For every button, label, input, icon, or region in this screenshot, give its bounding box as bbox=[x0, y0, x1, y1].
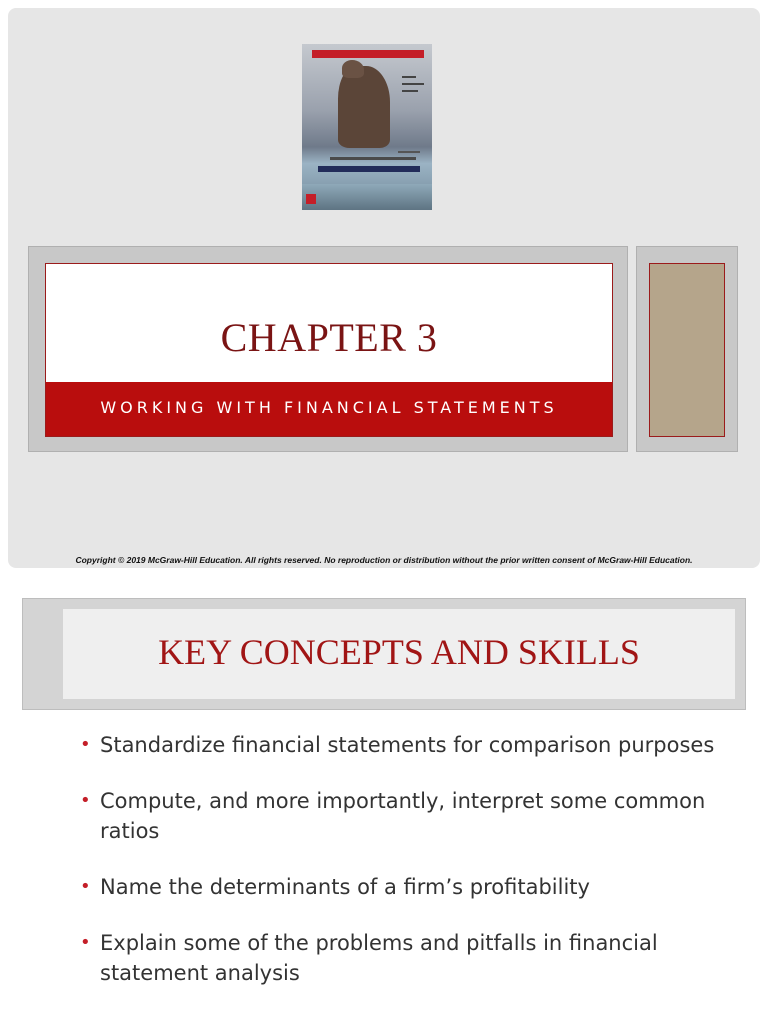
cover-edition-line bbox=[398, 151, 420, 153]
chapter-title-panel bbox=[45, 263, 613, 437]
bullet-icon: • bbox=[80, 876, 91, 897]
slide-header-frame bbox=[22, 598, 746, 710]
bullet-icon: • bbox=[80, 932, 91, 953]
key-concepts-slide bbox=[0, 580, 768, 1024]
title-slide bbox=[8, 8, 760, 568]
cover-title-line2 bbox=[318, 166, 420, 172]
bullet-item bbox=[80, 730, 740, 760]
cover-title-line1 bbox=[330, 157, 416, 160]
bullet-item bbox=[80, 786, 740, 846]
cover-rock-shape bbox=[338, 66, 390, 148]
bullet-text: Name the determinants of a firm’s profitability bbox=[100, 875, 590, 899]
slide-title: KEY CONCEPTS AND SKILLS bbox=[158, 632, 640, 672]
bullet-text: Explain some of the problems and pitfalls in financial statement analysis bbox=[100, 931, 658, 985]
publisher-logo-icon bbox=[306, 194, 316, 204]
side-accent-frame bbox=[636, 246, 738, 452]
bullet-list bbox=[80, 730, 740, 1014]
book-cover-image bbox=[302, 44, 432, 210]
cover-banner bbox=[312, 50, 424, 58]
bullet-text: Compute, and more importantly, interpret some common ratios bbox=[100, 789, 706, 843]
chapter-heading: CHAPTER 3 bbox=[220, 315, 438, 360]
bullet-icon: • bbox=[80, 790, 91, 811]
slide-header-panel bbox=[63, 609, 735, 699]
subtitle-band bbox=[46, 382, 612, 436]
bullet-item bbox=[80, 928, 740, 988]
copyright-notice: Copyright © 2019 McGraw-Hill Education. All rights reserved. No reproduction or distribution without the prior written consent of McGraw-Hill Education. bbox=[75, 555, 693, 565]
bullet-icon: • bbox=[80, 734, 91, 755]
bullet-text: Standardize financial statements for comparison purposes bbox=[100, 733, 715, 757]
cover-water bbox=[302, 184, 432, 210]
chapter-title-frame bbox=[28, 246, 628, 452]
side-accent-box bbox=[649, 263, 725, 437]
chapter-subtitle: WORKING WITH FINANCIAL STATEMENTS bbox=[100, 398, 558, 417]
cover-rock-top-shape bbox=[342, 60, 364, 78]
bullet-item bbox=[80, 872, 740, 902]
cover-authors-lines bbox=[402, 74, 428, 94]
